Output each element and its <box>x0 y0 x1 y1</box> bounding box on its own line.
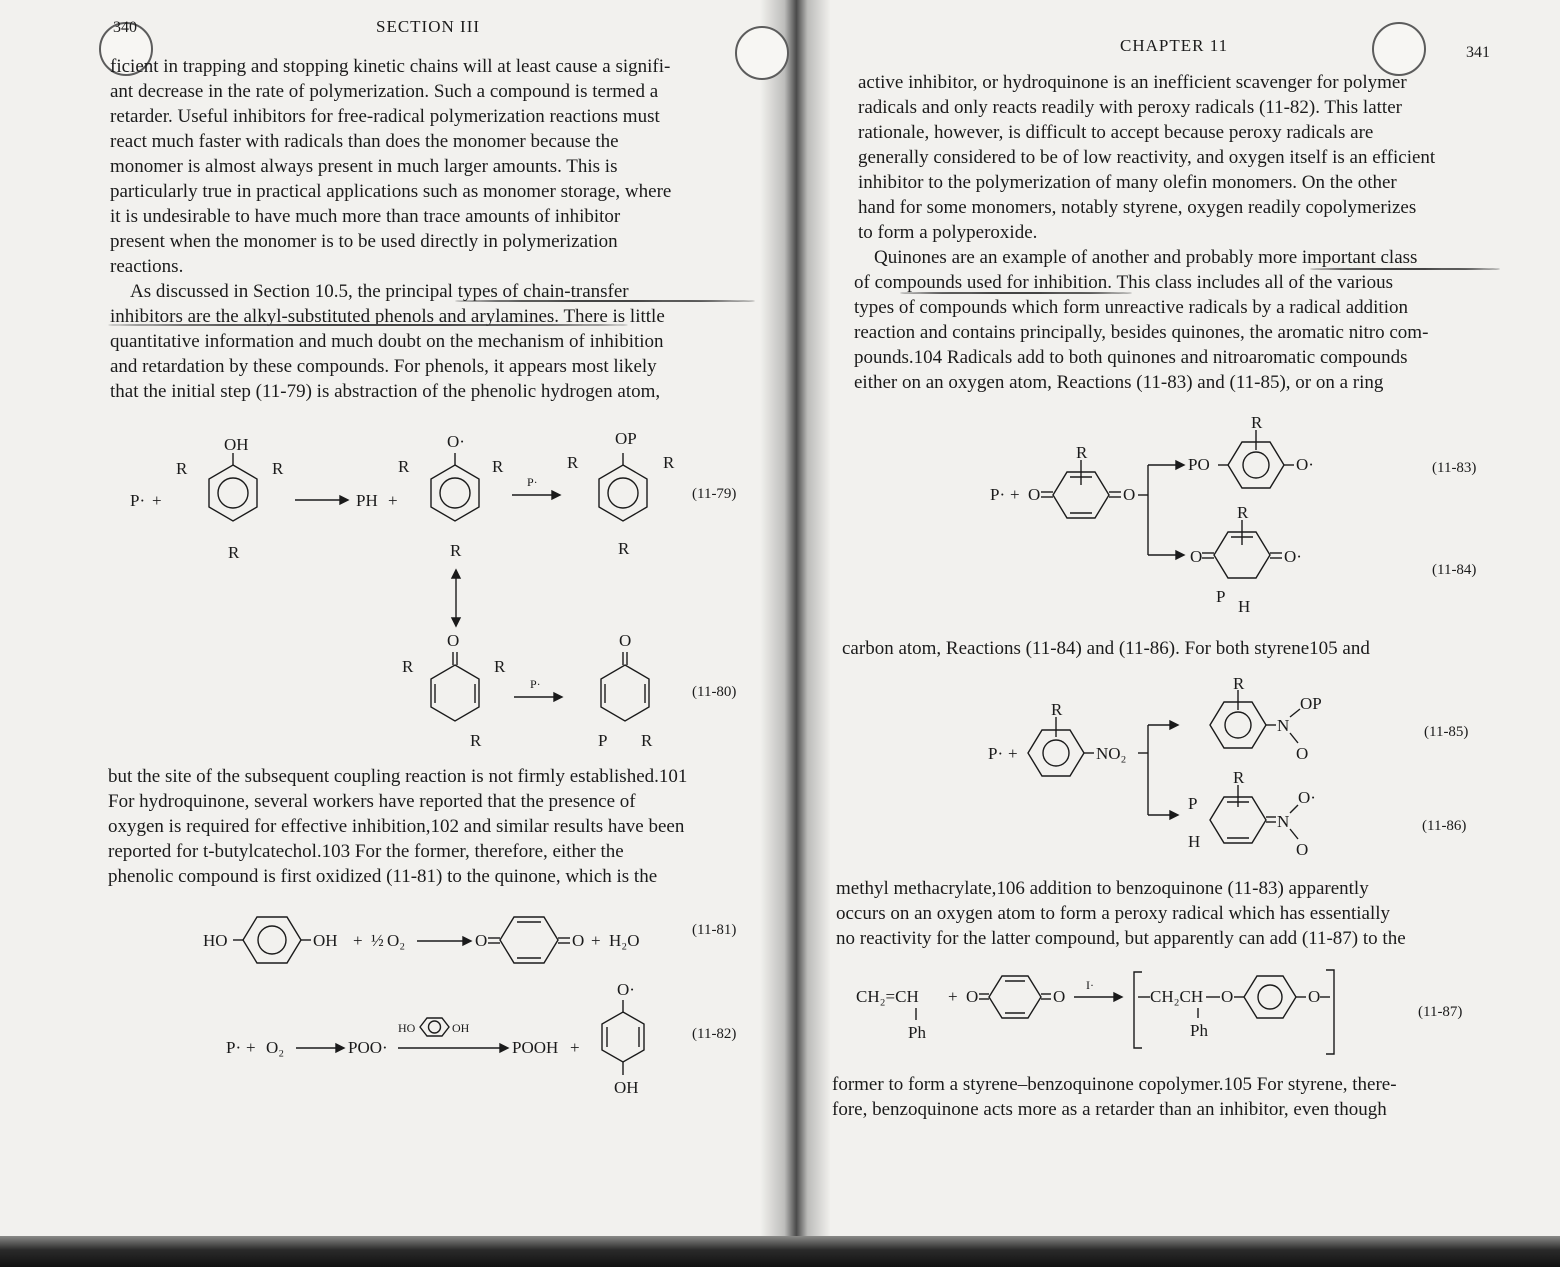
chem-label: + <box>353 931 363 950</box>
chem-label: R <box>494 657 506 676</box>
text-line: inhibitors are the alkyl-substituted phenols and arylamines. There is little <box>110 306 665 327</box>
reaction-11-83-84 <box>980 410 1330 620</box>
text-line: former to form a styrene–benzoquinone copolymer.105 For styrene, there- <box>832 1074 1397 1095</box>
text-line: reaction and contains principally, besides quinones, the aromatic nitro com- <box>854 322 1429 343</box>
chem-label: P· <box>527 475 538 489</box>
chem-label: O <box>1221 987 1234 1006</box>
text-line: and retardation by these compounds. For phenols, it appears most likely <box>110 356 657 377</box>
text-line: but the site of the subsequent coupling reaction is not firmly established.101 <box>108 766 688 787</box>
text-line: methyl methacrylate,106 addition to benzoquinone (11-83) apparently <box>836 878 1369 899</box>
chem-label: R <box>1237 503 1249 522</box>
text-line: that the initial step (11-79) is abstraction of the phenolic hydrogen atom, <box>110 381 661 402</box>
paragraph-1 <box>110 54 755 279</box>
chem-label: O· <box>447 432 465 451</box>
chem-label: O <box>966 987 979 1006</box>
chem-label: P <box>1216 587 1226 606</box>
chem-label: O· <box>1296 455 1314 474</box>
page-number: 340 <box>113 19 137 36</box>
chem-label: R <box>1233 674 1245 693</box>
resonance-arrow <box>446 570 466 626</box>
text-line: active inhibitor, or hydroquinone is an inefficient scavenger for polymer <box>858 72 1407 93</box>
chem-label: R <box>618 539 630 558</box>
text-line: retarder. Useful inhibitors for free-radical polymerization reactions must <box>110 106 660 127</box>
chem-label: + <box>570 1038 580 1057</box>
chem-label: R <box>228 543 240 562</box>
paragraph-3 <box>842 636 1502 661</box>
chem-label: + <box>591 931 601 950</box>
text-line: radicals and only reacts readily with peroxy radicals (11-82). This latter <box>858 97 1402 118</box>
reaction-11-81 <box>195 905 675 975</box>
running-head: CHAPTER 11 <box>1120 36 1229 55</box>
paragraph-4 <box>836 876 1496 951</box>
chem-label: O <box>447 631 460 650</box>
equation-number: (11-79) <box>692 486 737 502</box>
chem-label: H <box>1238 597 1251 616</box>
equation-number: (11-81) <box>692 922 737 938</box>
chem-label: + <box>1008 744 1018 763</box>
text-line: types of compounds which form unreactive radicals by a radical addition <box>854 297 1408 318</box>
text-line: generally considered to be of low reactivity, and oxygen itself is an efficient <box>858 147 1436 168</box>
chem-label: R <box>1076 443 1088 462</box>
chem-label: NO₂ <box>1096 744 1127 763</box>
text-line: rationale, however, is difficult to accept because peroxy radicals are <box>858 122 1374 143</box>
reaction-11-79 <box>120 430 680 580</box>
chem-label: O <box>1190 547 1203 566</box>
text-line: inhibitor to the polymerization of many olefin monomers. On the other <box>858 172 1397 193</box>
text-line: reported for t-butylcatechol.103 For the former, therefore, either the <box>108 841 624 862</box>
chem-label: OP <box>1300 694 1322 713</box>
chem-label: H <box>1188 832 1201 851</box>
reaction-11-82 <box>220 980 680 1110</box>
text-line: phenolic compound is first oxidized (11-81) to the quinone, which is the <box>108 866 658 887</box>
chem-label: OP <box>615 429 637 448</box>
text-line: monomer is almost always present in much larger amounts. This is <box>110 156 618 177</box>
paragraph-3 <box>108 764 753 889</box>
chem-label: + <box>152 491 162 510</box>
chem-label: P· <box>988 744 1004 763</box>
text-line: quantitative information and much doubt on the mechanism of inhibition <box>110 331 664 352</box>
equation-number: (11-84) <box>1432 562 1477 578</box>
chem-label: O₂ <box>387 931 406 950</box>
chem-label: PH <box>356 491 378 510</box>
equation-number: (11-85) <box>1424 724 1469 740</box>
reaction-11-80 <box>390 630 680 750</box>
chem-label: I· <box>1086 978 1094 992</box>
chem-label: P <box>598 731 608 750</box>
text-line: no reactivity for the latter compound, but apparently can add (11-87) to the <box>836 928 1406 949</box>
chem-label: CH₂=CH <box>856 987 919 1006</box>
chem-label: R <box>470 731 482 750</box>
page-number: 341 <box>1466 44 1490 61</box>
reaction-11-87 <box>850 962 1390 1062</box>
text-line: it is undesirable to have much more than trace amounts of inhibitor <box>110 206 621 227</box>
chem-label: POO· <box>348 1038 388 1057</box>
chem-label: POOH <box>512 1038 559 1057</box>
chem-label: O· <box>1284 547 1302 566</box>
text-line: fore, benzoquinone acts more as a retarder than an inhibitor, even though <box>832 1099 1387 1120</box>
reaction-11-85-86 <box>980 675 1340 870</box>
text-line: reactions. <box>110 256 184 277</box>
chem-label: R <box>402 657 414 676</box>
right-page <box>820 0 1560 1240</box>
paragraph-2 <box>110 279 755 404</box>
chem-label: R <box>398 457 410 476</box>
equation-number: (11-82) <box>692 1026 737 1042</box>
paragraph-5 <box>832 1072 1492 1122</box>
cyclohexadienone-ring <box>431 665 479 721</box>
chem-label: O <box>1296 840 1309 859</box>
aromatic-circle <box>218 478 248 508</box>
text-line: particularly true in practical applications such as monomer storage, where <box>110 181 672 202</box>
benzene-ring <box>1244 976 1296 1018</box>
cyclohexadienone-ring <box>601 665 649 721</box>
chem-label: O <box>1053 987 1066 1006</box>
chem-label: R <box>1251 413 1263 432</box>
benzene-ring <box>599 465 647 521</box>
text-line: present when the monomer is to be used directly in polymerization <box>110 231 618 252</box>
text-line: For hydroquinone, several workers have reported that the presence of <box>108 791 636 812</box>
chem-label: R <box>492 457 504 476</box>
chem-label: R <box>450 541 462 560</box>
pencil-underline <box>1310 268 1500 270</box>
chem-label: HO <box>398 1021 416 1035</box>
paragraph-1 <box>858 70 1498 245</box>
chem-label: O <box>475 931 488 950</box>
chem-label: N <box>1277 716 1290 735</box>
equation-number: (11-86) <box>1422 818 1467 834</box>
text-line: ficient in trapping and stopping kinetic chains will at least cause a signifi- <box>110 56 671 77</box>
quinone-ring <box>989 976 1041 1018</box>
chem-label: + <box>246 1038 256 1057</box>
chem-label: O₂ <box>266 1038 285 1057</box>
text-line: oxygen is required for effective inhibition,102 and similar results have been <box>108 816 685 837</box>
chem-label: R <box>176 459 188 478</box>
chem-label: R <box>641 731 653 750</box>
benzene-ring <box>243 917 301 963</box>
pencil-underline <box>455 300 755 302</box>
chem-label: N <box>1277 812 1290 831</box>
chem-label: CH₂CH <box>1150 987 1204 1006</box>
equation-number: (11-87) <box>1418 1004 1463 1020</box>
chem-label: O· <box>617 980 635 999</box>
bottom-edge-shadow <box>0 1236 1560 1267</box>
chem-label: R <box>272 459 284 478</box>
quinone-ring <box>500 917 558 963</box>
semiquinone-ring <box>602 1012 644 1062</box>
chem-label: R <box>1051 700 1063 719</box>
text-line: react much faster with radicals than does the monomer because the <box>110 131 619 152</box>
text-line: occurs on an oxygen atom to form a peroxy radical which has essentially <box>836 903 1390 924</box>
chem-label: H₂O <box>609 931 640 950</box>
chem-label: O <box>1296 744 1309 763</box>
running-head: SECTION III <box>376 17 481 36</box>
text-line: hand for some monomers, notably styrene, oxygen readily copolymerizes <box>858 197 1417 218</box>
chem-label: O <box>1308 987 1321 1006</box>
benzene-ring <box>209 465 257 521</box>
chem-label: OH <box>614 1078 639 1097</box>
chem-label: OH <box>452 1021 470 1035</box>
chem-label: O <box>619 631 632 650</box>
chem-label: + <box>948 987 958 1006</box>
chem-label: HO <box>203 931 228 950</box>
chem-label: OH <box>224 435 249 454</box>
text-line: ant decrease in the rate of polymerization. Such a compound is termed a <box>110 81 659 102</box>
chem-label: P· <box>990 485 1006 504</box>
equation-number: (11-83) <box>1432 460 1477 476</box>
chem-label: Ph <box>908 1023 926 1042</box>
pencil-underline <box>108 324 628 326</box>
chem-label: P <box>1188 794 1198 813</box>
text-line: carbon atom, Reactions (11-84) and (11-86). For both styrene105 and <box>842 638 1370 659</box>
chem-label: R <box>1233 768 1245 787</box>
chem-label: ½ <box>371 931 384 950</box>
chem-label: + <box>1010 485 1020 504</box>
chem-label: Ph <box>1190 1021 1208 1040</box>
chem-label: P· <box>130 491 146 510</box>
chem-label: R <box>663 453 675 472</box>
text-line: either on an oxygen atom, Reactions (11-83) and (11-85), or on a ring <box>854 372 1384 393</box>
left-page <box>0 0 770 1240</box>
equation-number: (11-80) <box>692 684 737 700</box>
benzene-ring <box>431 465 479 521</box>
chem-label: O <box>1123 485 1136 504</box>
chem-label: + <box>388 491 398 510</box>
chem-label: O <box>572 931 585 950</box>
chem-label: OH <box>313 931 338 950</box>
chem-label: O· <box>1298 788 1316 807</box>
text-line: As discussed in Section 10.5, the principal types of chain-transfer <box>130 281 629 302</box>
text-line: of compounds used for inhibition. This class includes all of the various <box>854 272 1393 293</box>
chem-label: P· <box>530 677 541 691</box>
chem-label: R <box>567 453 579 472</box>
chem-label: P· <box>226 1038 242 1057</box>
chem-label: PO <box>1188 455 1210 474</box>
pencil-underline <box>900 292 1132 294</box>
text-line: Quinones are an example of another and probably more important class <box>874 247 1418 268</box>
chem-label: O <box>1028 485 1041 504</box>
text-line: to form a polyperoxide. <box>858 222 1038 243</box>
text-line: pounds.104 Radicals add to both quinones and nitroaromatic compounds <box>854 347 1408 368</box>
